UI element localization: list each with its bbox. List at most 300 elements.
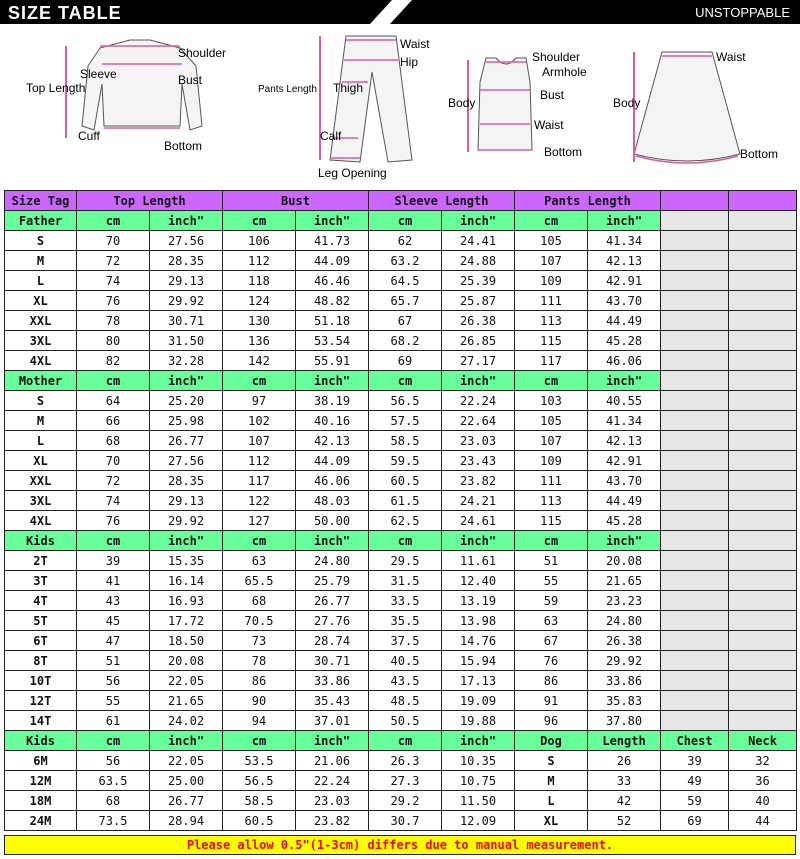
table-cell: 65.7 [369,291,442,311]
empty-cell [661,651,729,671]
table-cell: 82 [77,351,150,371]
table-cell: 16.93 [150,591,223,611]
unit-label: inch" [442,211,515,231]
table-cell: 26.38 [442,311,515,331]
unit-label: inch" [150,211,223,231]
table-cell: 43.70 [588,291,661,311]
table-cell: 124 [223,291,296,311]
table-row [5,571,797,591]
size-tag: 3XL [5,331,77,351]
table-cell: 105 [515,231,588,251]
size-tag: 4XL [5,511,77,531]
table-cell: 32 [729,751,797,771]
table-cell: 27.17 [442,351,515,371]
unit-label: inch" [296,531,369,551]
table-cell: 86 [223,671,296,691]
table-cell: 111 [515,291,588,311]
table-cell: 24.80 [296,551,369,571]
skirt-waist-label: Waist [716,50,746,64]
table-cell: 33 [588,771,661,791]
table-cell: 91 [515,691,588,711]
table-cell: 33.5 [369,591,442,611]
table-cell: 41 [77,571,150,591]
table-row [5,551,797,571]
table-cell: 118 [223,271,296,291]
unit-label: inch" [442,371,515,391]
table-cell: 42.13 [588,431,661,451]
table-cell: 11.50 [442,791,515,811]
table-cell: 58.5 [223,791,296,811]
table-row [5,491,797,511]
table-cell: 112 [223,251,296,271]
table-cell: 32.28 [150,351,223,371]
size-tag-header: Size Tag [5,191,77,211]
vest-bust-label: Bust [540,88,565,102]
table-cell: 56 [77,751,150,771]
table-cell: 51 [77,651,150,671]
table-cell: 63 [223,551,296,571]
table-cell: 70.5 [223,611,296,631]
empty-cell [661,351,729,371]
empty-cell [661,631,729,651]
table-cell: 66 [77,411,150,431]
table-cell: 62.5 [369,511,442,531]
table-cell: 96 [515,711,588,731]
table-cell: 142 [223,351,296,371]
table-row [5,791,797,811]
table-cell: 60.5 [223,811,296,831]
pants-leg-opening-label: Leg Opening [318,166,387,180]
table-cell: 27.56 [150,231,223,251]
table-cell: 47 [77,631,150,651]
table-cell: 90 [223,691,296,711]
table-cell: 43.70 [588,471,661,491]
table-cell: 55.91 [296,351,369,371]
table-cell: 19.09 [442,691,515,711]
measure-header: Sleeve Length [369,191,515,211]
table-cell: 31.5 [369,571,442,591]
table-cell: 61 [77,711,150,731]
table-cell: 48.5 [369,691,442,711]
table-cell: 68.2 [369,331,442,351]
table-cell: 64.5 [369,271,442,291]
table-cell: 22.24 [296,771,369,791]
table-cell: 46.06 [296,471,369,491]
vest-bottom-label: Bottom [544,145,583,159]
table-cell: 29.13 [150,491,223,511]
empty-cell [729,191,797,211]
table-cell: 53.5 [223,751,296,771]
size-tag: 2T [5,551,77,571]
table-cell: 76 [515,651,588,671]
unit-label: cm [223,371,296,391]
page-title: SIZE TABLE [8,3,122,23]
empty-cell [729,631,797,651]
table-cell: 42.91 [588,271,661,291]
table-cell: 136 [223,331,296,351]
table-cell: 63.5 [77,771,150,791]
empty-cell [661,311,729,331]
table-cell: 22.64 [442,411,515,431]
table-cell: 10.75 [442,771,515,791]
size-tag: 14T [5,711,77,731]
header-bar [0,0,800,26]
group-header-row [5,531,797,551]
table-cell: 115 [515,331,588,351]
table-cell: 15.94 [442,651,515,671]
table-row [5,351,797,371]
empty-cell [661,251,729,271]
table-cell: 106 [223,231,296,251]
table-row [5,591,797,611]
dog-header: Length [588,731,661,751]
pants-thigh-label: Thigh [333,81,364,95]
measurement-note: Please allow 0.5"(1-3cm) differs due to manual measurement. [4,835,796,855]
table-row [5,231,797,251]
table-row [5,691,797,711]
table-row [5,291,797,311]
table-row [5,611,797,631]
table-row [5,811,797,831]
table-cell: 67 [515,631,588,651]
unit-label: cm [369,371,442,391]
size-tag: L [5,431,77,451]
table-cell: 59 [515,591,588,611]
table-cell: 25.87 [442,291,515,311]
table-cell: 18.50 [150,631,223,651]
empty-cell [729,331,797,351]
table-cell: 97 [223,391,296,411]
table-cell: 17.13 [442,671,515,691]
skirt-bottom-label: Bottom [740,147,779,161]
table-cell: 63.2 [369,251,442,271]
table-cell: 26.3 [369,751,442,771]
table-row [5,651,797,671]
unit-label: cm [223,731,296,751]
table-cell: 69 [369,351,442,371]
table-row [5,671,797,691]
table-cell: 68 [77,431,150,451]
table-row [5,391,797,411]
table-cell: 60.5 [369,471,442,491]
table-cell: 78 [223,651,296,671]
table-row [5,271,797,291]
table-cell: 41.34 [588,231,661,251]
table-cell: 23.43 [442,451,515,471]
unit-label: cm [77,531,150,551]
vest-armhole-label: Armhole [542,65,587,79]
table-cell: 105 [515,411,588,431]
empty-cell [661,711,729,731]
table-cell: 37.5 [369,631,442,651]
table-cell: 23.03 [296,791,369,811]
table-cell: 22.05 [150,751,223,771]
empty-cell [661,471,729,491]
table-cell: 22.05 [150,671,223,691]
table-cell: 25.00 [150,771,223,791]
empty-cell [729,311,797,331]
empty-cell [661,371,729,391]
group-label: Mother [5,371,77,391]
table-cell: 44.49 [588,311,661,331]
size-tag: L [5,271,77,291]
table-cell: 44.09 [296,451,369,471]
table-cell: 30.71 [296,651,369,671]
table-cell: 29.92 [150,511,223,531]
table-cell: 27.76 [296,611,369,631]
empty-cell [729,411,797,431]
table-cell: 28.94 [150,811,223,831]
dog-size-tag: XL [515,811,588,831]
empty-cell [729,591,797,611]
vest-body-label: Body [448,96,476,110]
garment-diagrams [0,26,800,186]
table-cell: 28.35 [150,251,223,271]
unit-label: cm [223,531,296,551]
empty-cell [661,291,729,311]
size-tag: S [5,231,77,251]
table-cell: 24.21 [442,491,515,511]
empty-cell [729,691,797,711]
table-cell: 40.5 [369,651,442,671]
table-cell: 39 [661,751,729,771]
group-header-row [5,371,797,391]
table-cell: 22.24 [442,391,515,411]
table-cell: 80 [77,331,150,351]
table-cell: 33.86 [296,671,369,691]
table-cell: 61.5 [369,491,442,511]
empty-cell [661,491,729,511]
empty-cell [729,271,797,291]
table-cell: 130 [223,311,296,331]
size-tag: S [5,391,77,411]
empty-cell [729,371,797,391]
shirt-shoulder-label: Shoulder [178,46,227,60]
table-cell: 56.5 [223,771,296,791]
unit-label: cm [369,211,442,231]
table-cell: 26.38 [588,631,661,651]
unit-label: inch" [442,531,515,551]
pants-length-label: Pants Length [258,84,317,95]
pants-waist-label: Waist [400,37,430,51]
empty-cell [729,491,797,511]
empty-cell [661,451,729,471]
table-cell: 29.92 [588,651,661,671]
empty-cell [729,391,797,411]
empty-cell [661,671,729,691]
table-cell: 72 [77,471,150,491]
empty-cell [661,551,729,571]
table-cell: 62 [369,231,442,251]
table-cell: 24.41 [442,231,515,251]
group-label: Father [5,211,77,231]
empty-cell [729,711,797,731]
table-cell: 112 [223,451,296,471]
table-cell: 20.08 [150,651,223,671]
table-cell: 31.50 [150,331,223,351]
table-cell: 117 [223,471,296,491]
unit-label: inch" [296,211,369,231]
table-cell: 26.77 [296,591,369,611]
size-tag: XL [5,291,77,311]
unit-label: cm [77,211,150,231]
unit-label: inch" [588,211,661,231]
pants-hip-label: Hip [400,55,419,69]
size-tag: 12T [5,691,77,711]
size-tag: 18M [5,791,77,811]
table-cell: 39 [77,551,150,571]
table-cell: 65.5 [223,571,296,591]
table-cell: 46.06 [588,351,661,371]
unit-label: inch" [296,371,369,391]
table-cell: 53.54 [296,331,369,351]
table-cell: 37.80 [588,711,661,731]
table-cell: 12.09 [442,811,515,831]
size-tag: 3T [5,571,77,591]
size-tag: XXL [5,311,77,331]
empty-cell [729,251,797,271]
measure-header: Bust [223,191,369,211]
table-cell: 23.82 [296,811,369,831]
table-cell: 35.43 [296,691,369,711]
vest-diagram [448,50,587,159]
table-cell: 115 [515,511,588,531]
table-cell: 94 [223,711,296,731]
empty-cell [729,531,797,551]
table-cell: 30.71 [150,311,223,331]
table-cell: 14.76 [442,631,515,651]
empty-cell [729,431,797,451]
table-cell: 103 [515,391,588,411]
unit-label: cm [223,211,296,231]
empty-cell [729,671,797,691]
pants-diagram [258,36,430,180]
table-cell: 56 [77,671,150,691]
empty-cell [729,231,797,251]
table-cell: 29.92 [150,291,223,311]
table-cell: 73.5 [77,811,150,831]
size-tag: M [5,411,77,431]
table-cell: 40 [729,791,797,811]
table-cell: 28.35 [150,471,223,491]
dog-size-tag: L [515,791,588,811]
table-cell: 76 [77,291,150,311]
table-cell: 24.88 [442,251,515,271]
unit-label: inch" [442,731,515,751]
table-cell: 45.28 [588,331,661,351]
empty-cell [729,471,797,491]
table-cell: 52 [588,811,661,831]
table-cell: 56.5 [369,391,442,411]
unit-label: inch" [150,731,223,751]
table-cell: 42.13 [296,431,369,451]
table-cell: 58.5 [369,431,442,451]
size-tag: 24M [5,811,77,831]
table-cell: 73 [223,631,296,651]
table-cell: 19.88 [442,711,515,731]
empty-cell [661,271,729,291]
empty-cell [729,611,797,631]
table-cell: 13.98 [442,611,515,631]
table-cell: 74 [77,271,150,291]
table-cell: 70 [77,231,150,251]
table-row [5,471,797,491]
table-row [5,251,797,271]
dog-header: Neck [729,731,797,751]
dog-header: Chest [661,731,729,751]
table-cell: 44 [729,811,797,831]
table-cell: 45.28 [588,511,661,531]
table-cell: 21.65 [588,571,661,591]
vest-shoulder-label: Shoulder [532,50,581,64]
table-cell: 74 [77,491,150,511]
group-label: Kids [5,531,77,551]
table-cell: 51 [515,551,588,571]
table-cell: 68 [223,591,296,611]
size-tag: 3XL [5,491,77,511]
table-cell: 29.5 [369,551,442,571]
table-cell: 48.82 [296,291,369,311]
table-cell: 15.35 [150,551,223,571]
table-cell: 107 [515,431,588,451]
dog-header: Dog [515,731,588,751]
unit-label: cm [515,211,588,231]
table-cell: 37.01 [296,711,369,731]
empty-cell [661,511,729,531]
dog-size-tag: M [515,771,588,791]
table-row [5,311,797,331]
table-cell: 78 [77,311,150,331]
shirt-bottom-label: Bottom [164,139,203,153]
table-cell: 33.86 [588,671,661,691]
table-cell: 20.08 [588,551,661,571]
table-cell: 113 [515,491,588,511]
size-table [4,190,797,831]
table-cell: 107 [223,431,296,451]
empty-cell [729,651,797,671]
table-cell: 44.09 [296,251,369,271]
size-tag: XL [5,451,77,471]
table-cell: 86 [515,671,588,691]
table-row [5,511,797,531]
unit-label: inch" [296,731,369,751]
table-cell: 23.82 [442,471,515,491]
table-cell: 127 [223,511,296,531]
skirt-body-label: Body [613,96,641,110]
table-cell: 38.19 [296,391,369,411]
table-cell: 23.23 [588,591,661,611]
table-cell: 30.7 [369,811,442,831]
table-cell: 26.77 [150,431,223,451]
baby-dog-header-row [5,731,797,751]
table-cell: 43.5 [369,671,442,691]
table-cell: 51.18 [296,311,369,331]
table-cell: 76 [77,511,150,531]
size-tag: 6T [5,631,77,651]
unit-label: cm [77,731,150,751]
table-cell: 25.79 [296,571,369,591]
unit-label: inch" [150,531,223,551]
unit-label: cm [77,371,150,391]
empty-cell [661,531,729,551]
pants-calf-label: Calf [320,129,342,143]
table-cell: 41.73 [296,231,369,251]
table-cell: 36 [729,771,797,791]
table-cell: 117 [515,351,588,371]
unit-label: cm [369,531,442,551]
table-cell: 111 [515,471,588,491]
table-cell: 107 [515,251,588,271]
